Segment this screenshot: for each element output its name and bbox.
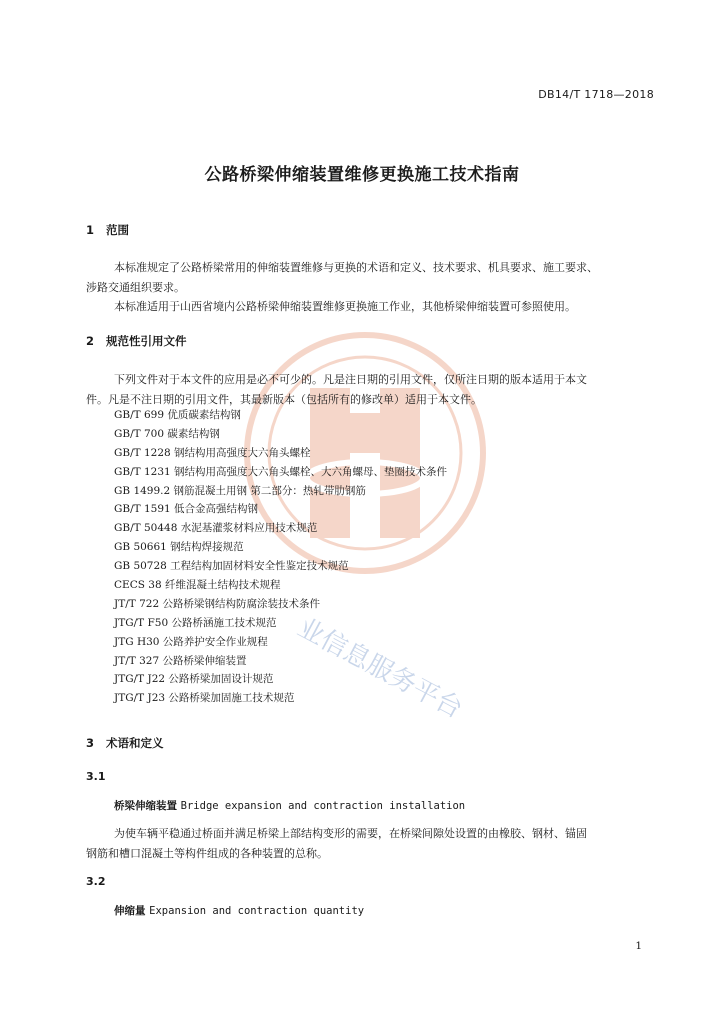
reference-item: GB 50661 钢结构焊接规范 [114, 541, 244, 554]
paragraph-line: 钢筋和槽口混凝土等构件组成的各种装置的总称。 [86, 846, 328, 860]
term-3-2 [114, 903, 364, 918]
reference-item: JTG/T J22 公路桥梁加固设计规范 [114, 673, 274, 686]
paragraph-line: 本标准适用于山西省境内公路桥梁伸缩装置维修更换施工作业，其他桥梁伸缩装置可参照使用。 [114, 300, 576, 313]
reference-list [114, 406, 447, 708]
reference-item: GB 1499.2 钢筋混凝土用钢 第二部分：热轧带肋钢筋 [114, 484, 366, 497]
term-3-1 [114, 798, 465, 813]
paragraph-line: 件。凡是不注日期的引用文件，其最新版本（包括所有的修改单）适用于本文件。 [86, 392, 482, 406]
section-1-body [86, 258, 598, 317]
section-number: 3 [86, 736, 95, 750]
reference-item: GB/T 700 碳素结构钢 [114, 427, 220, 440]
reference-item: JTG/T J23 公路桥梁加固施工技术规范 [114, 692, 295, 705]
subsection-3-1-number: 3.1 [86, 770, 106, 783]
reference-item: GB/T 1231 钢结构用高强度大六角头螺栓、大六角螺母、垫圈技术条件 [114, 465, 448, 478]
section-title: 范围 [106, 223, 129, 237]
term-chinese: 伸缩量 [114, 905, 146, 917]
section-2-heading [86, 333, 187, 349]
watermark-text: 业信息服务平台 [292, 612, 468, 725]
section-title: 术语和定义 [106, 736, 164, 750]
paragraph-line: 本标准规定了公路桥梁常用的伸缩装置维修与更换的术语和定义、技术要求、机具要求、施工要求、 [114, 261, 598, 274]
reference-item: GB/T 1591 低合金高强结构钢 [114, 503, 259, 516]
paragraph-line: 涉路交通组织要求。 [86, 280, 185, 294]
subsection-3-2-number: 3.2 [86, 875, 106, 888]
section-3-heading [86, 735, 164, 751]
section-number: 1 [86, 223, 95, 237]
page-number: 1 [635, 940, 642, 952]
reference-item: GB 50728 工程结构加固材料安全性鉴定技术规范 [114, 560, 349, 573]
term-english: Bridge expansion and contraction installation [180, 800, 466, 812]
term-chinese: 桥梁伸缩装置 [114, 800, 177, 812]
reference-item: CECS 38 纤维混凝土结构技术规程 [114, 579, 281, 592]
reference-item: JTG/T F50 公路桥涵施工技术规范 [114, 616, 277, 629]
document-code: DB14/T 1718—2018 [538, 88, 654, 101]
section-title: 规范性引用文件 [106, 334, 187, 348]
section-number: 2 [86, 334, 95, 348]
definition-3-1 [86, 824, 587, 863]
term-english: Expansion and contraction quantity [149, 905, 365, 917]
page-title: 公路桥梁伸缩装置维修更换施工技术指南 [204, 165, 520, 185]
section-1-heading [86, 222, 129, 238]
reference-item: JTG H30 公路养护安全作业规程 [114, 635, 268, 648]
section-2-intro [86, 370, 587, 409]
reference-item: JT/T 722 公路桥梁钢结构防腐涂装技术条件 [114, 597, 320, 610]
reference-item: GB/T 50448 水泥基灌浆材料应用技术规范 [114, 522, 318, 535]
paragraph-line: 下列文件对于本文件的应用是必不可少的。凡是注日期的引用文件，仅所注日期的版本适用于本文 [114, 373, 587, 386]
reference-item: JT/T 327 公路桥梁伸缩装置 [114, 654, 247, 667]
reference-item: GB/T 1228 钢结构用高强度大六角头螺栓 [114, 446, 311, 459]
reference-item: GB/T 699 优质碳素结构钢 [114, 409, 241, 421]
paragraph-line: 为使车辆平稳通过桥面并满足桥梁上部结构变形的需要，在桥梁间隙处设置的由橡胶、钢材、锚固 [114, 827, 587, 840]
